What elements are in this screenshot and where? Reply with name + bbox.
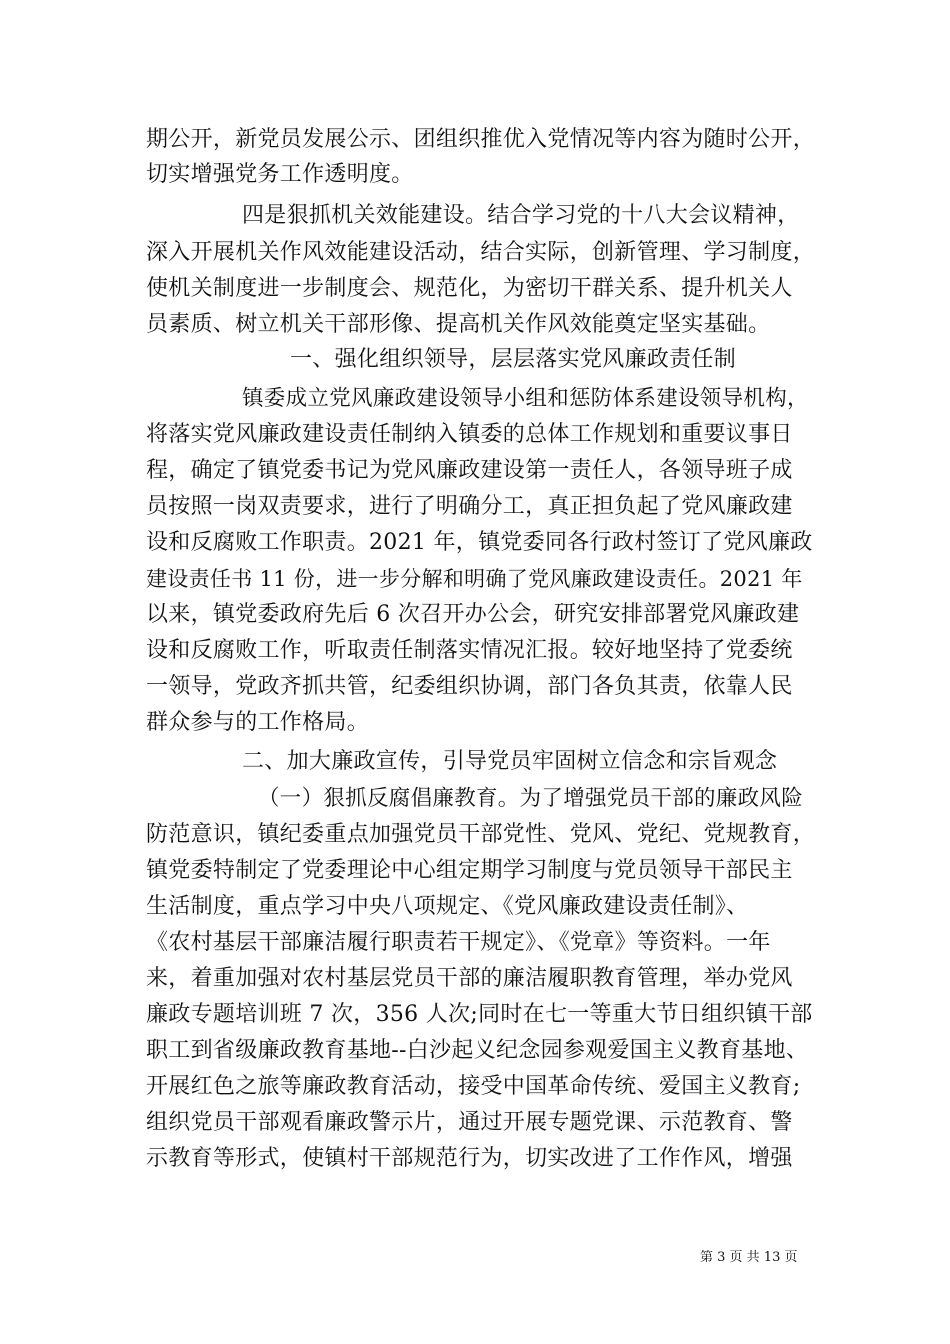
text-line: 廉政专题培训班 7 次，356 人次;同时在七一等重大节日组织镇干部 — [146, 1002, 813, 1027]
text-line: 防范意识，镇纪委重点加强党员干部党性、党风、党纪、党规教育， — [146, 822, 816, 847]
text-line: 《农村基层干部廉洁履行职责若干规定》、《党章》等资料。一年 — [146, 930, 771, 955]
text-line: 生活制度，重点学习中央八项规定、《党风廉政建设责任制》、 — [146, 894, 749, 919]
text-line: 组织党员干部观看廉政警示片，通过开展专题党课、示范教育、警 — [146, 1110, 793, 1135]
text-line: 员素质、树立机关干部形像、提高机关作风效能奠定坚实基础。 — [146, 312, 771, 337]
text-line: 一领导，党政齐抓共管，纪委组织协调，部门各负其责，依靠人民 — [146, 674, 793, 699]
text-line: 群众参与的工作格局。 — [146, 710, 370, 735]
text-line: 四是狠抓机关效能建设。结合学习党的十八大会议精神， — [242, 203, 800, 228]
text-line: 程，确定了镇党委书记为党风廉政建设第一责任人，各领导班子成 — [146, 458, 793, 483]
text-line: 示教育等形式，使镇村干部规范行为，切实改进了工作作风，增强 — [146, 1146, 793, 1171]
text-line: 来，着重加强对农村基层党员干部的廉洁履职教育管理，举办党风 — [146, 966, 793, 991]
text-line: 期公开，新党员发展公示、团组织推优入党情况等内容为随时公开， — [146, 127, 816, 152]
text-line: 职工到省级廉政教育基地--白沙起义纪念园参观爱国主义教育基地、 — [146, 1038, 809, 1063]
text-line: （一）狠抓反腐倡廉教育。为了增强党员干部的廉政风险 — [258, 786, 804, 811]
text-line: 设和反腐败工作，听取责任制落实情况汇报。较好地坚持了党委统 — [146, 638, 793, 663]
section-heading: 二、加大廉政宣传，引导党员牢固树立信念和宗旨观念 — [242, 749, 778, 774]
text-line: 镇党委特制定了党委理论中心组定期学习制度与党员领导干部民主 — [146, 858, 793, 883]
text-line: 以来，镇党委政府先后 6 次召开办公会，研究安排部署党风廉政建 — [146, 602, 800, 627]
text-line: 开展红色之旅等廉政教育活动，接受中国革命传统、爱国主义教育; — [146, 1074, 801, 1099]
text-line: 深入开展机关作风效能建设活动，结合实际，创新管理、学习制度， — [146, 240, 816, 265]
text-line: 使机关制度进一步制度会、规范化，为密切干群关系、提升机关人 — [146, 276, 793, 301]
text-line: 员按照一岗双责要求，进行了明确分工，真正担负起了党风廉政建 — [146, 494, 793, 519]
text-line: 设和反腐败工作职责。2021 年，镇党委同各行政村签订了党风廉政 — [146, 530, 813, 555]
section-heading: 一、强化组织领导，层层落实党风廉政责任制 — [290, 347, 737, 372]
text-line: 建设责任书 11 份，进一步分解和明确了党风廉政建设责任。2021 年 — [146, 567, 803, 591]
page-number: 第 3 页 共 13 页 — [700, 1250, 798, 1265]
text-line: 切实增强党务工作透明度。 — [146, 162, 414, 187]
text-line: 镇委成立党风廉政建设领导小组和惩防体系建设领导机构， — [242, 386, 809, 411]
text-line: 将落实党风廉政建设责任制纳入镇委的总体工作规划和重要议事日 — [146, 422, 793, 447]
